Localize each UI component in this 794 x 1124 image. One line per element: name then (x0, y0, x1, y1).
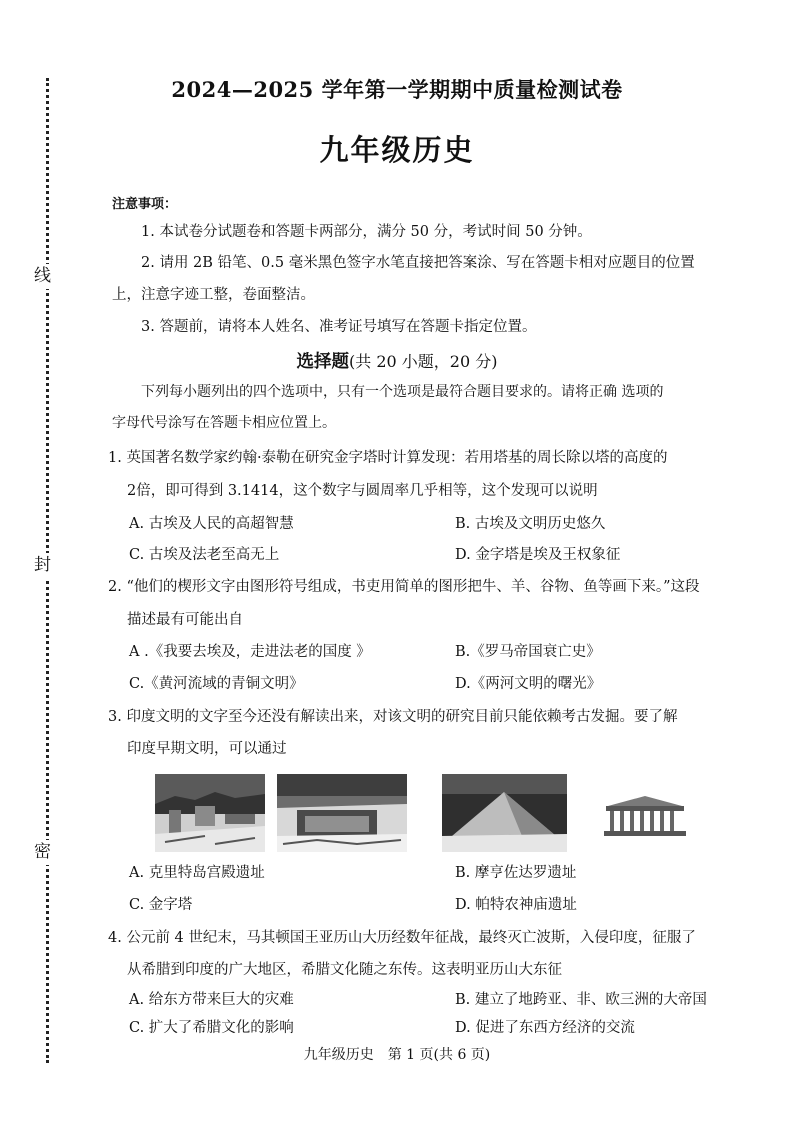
q1-stem-line1: 1. 英国著名数学家约翰·泰勒在研究金字塔时计算发现：若用塔基的周长除以塔的高度的 (108, 450, 668, 466)
subject-title: 九年级历史 (319, 133, 475, 167)
section-subtitle: (共 20 小题，20 分) (349, 352, 498, 371)
q3-option-b: B. 摩亨佐达罗遗址 (455, 865, 577, 881)
section-instruction-1: 下列每小题列出的四个选项中，只有一个选项是最符合题目要求的。请将正确 选项的 (141, 384, 664, 400)
q3-option-d: D. 帕特农神庙遗址 (455, 897, 577, 913)
section-header (0, 348, 794, 373)
exam-title: 2024—2025 学年第一学期期中质量检测试卷 (171, 77, 623, 102)
q3-stem-line1: 3. 印度文明的文字至今还没有解读出来，对该文明的研究目前只能依赖考古发掘。要了解 (108, 709, 678, 725)
q2-option-d: D.《两河文明的曙光》 (455, 676, 602, 692)
parthenon-image (598, 774, 693, 852)
binding-char-feng: 封 (34, 553, 51, 578)
q1-option-a: A. 古埃及人民的高超智慧 (129, 516, 294, 532)
q4-option-a: A. 给东方带来巨大的灾难 (129, 992, 294, 1008)
knossos-palace-ruins-image (155, 774, 265, 852)
q2-stem-line1: 2. “他们的楔形文字由图形符号组成，书吏用简单的图形把牛、羊、谷物、鱼等画下来。”这段 (108, 579, 700, 595)
binding-char-mi: 密 (34, 840, 51, 865)
notice-heading: 注意事项： (112, 197, 178, 212)
q2-option-a: A .《我要去埃及，走进法老的国度 》 (129, 644, 371, 660)
q2-stem-line2: 描述最有可能出自 (127, 612, 243, 628)
notice-item-2-cont: 上，注意字迹工整，卷面整洁。 (112, 287, 315, 303)
q4-option-c: C. 扩大了希腊文化的影响 (129, 1020, 294, 1036)
q4-option-d: D. 促进了东西方经济的交流 (455, 1020, 635, 1036)
q1-option-d: D. 金字塔是埃及王权象征 (455, 547, 621, 563)
q1-option-c: C. 古埃及法老至高无上 (129, 547, 280, 563)
q1-option-b: B. 古埃及文明历史悠久 (455, 516, 606, 532)
section-instruction-2: 字母代号涂写在答题卡相应位置上。 (112, 415, 336, 431)
notice-item-1: 1. 本试卷分试题卷和答题卡两部分，满分 50 分，考试时间 50 分钟。 (141, 224, 592, 240)
page-footer: 九年级历史 第 1 页(共 6 页) (303, 1047, 491, 1063)
q2-option-c: C.《黄河流域的青铜文明》 (129, 676, 304, 692)
q4-stem-line2: 从希腊到印度的广大地区，希腊文化随之东传。这表明亚历山大东征 (127, 962, 562, 978)
pyramids-image (442, 774, 567, 852)
q3-option-c: C. 金字塔 (129, 897, 193, 913)
binding-char-xian: 线 (34, 264, 51, 289)
q3-stem-line2: 印度早期文明，可以通过 (127, 741, 287, 757)
q2-option-b: B.《罗马帝国衰亡史》 (455, 644, 601, 660)
notice-item-3: 3. 答题前，请将本人姓名、准考证号填写在答题卡指定位置。 (141, 319, 537, 335)
q4-stem-line1: 4. 公元前 4 世纪末，马其顿国王亚历山大历经数年征战，最终灭亡波斯，入侵印度，征服了 (108, 930, 696, 946)
q4-option-b: B. 建立了地跨亚、非、欧三洲的大帝国 (455, 992, 707, 1008)
mohenjo-daro-ruins-image (277, 774, 407, 852)
notice-item-2: 2. 请用 2B 铅笔、0.5 毫米黑色签字水笔直接把答案涂、写在答题卡相对应题目的位置 (141, 255, 695, 271)
q1-stem-line2: 2倍，即可得到 3.1414，这个数字与圆周率几乎相等，这个发现可以说明 (127, 483, 598, 499)
section-title: 选择题 (296, 352, 350, 372)
q3-option-a: A. 克里特岛宫殿遗址 (129, 865, 265, 881)
